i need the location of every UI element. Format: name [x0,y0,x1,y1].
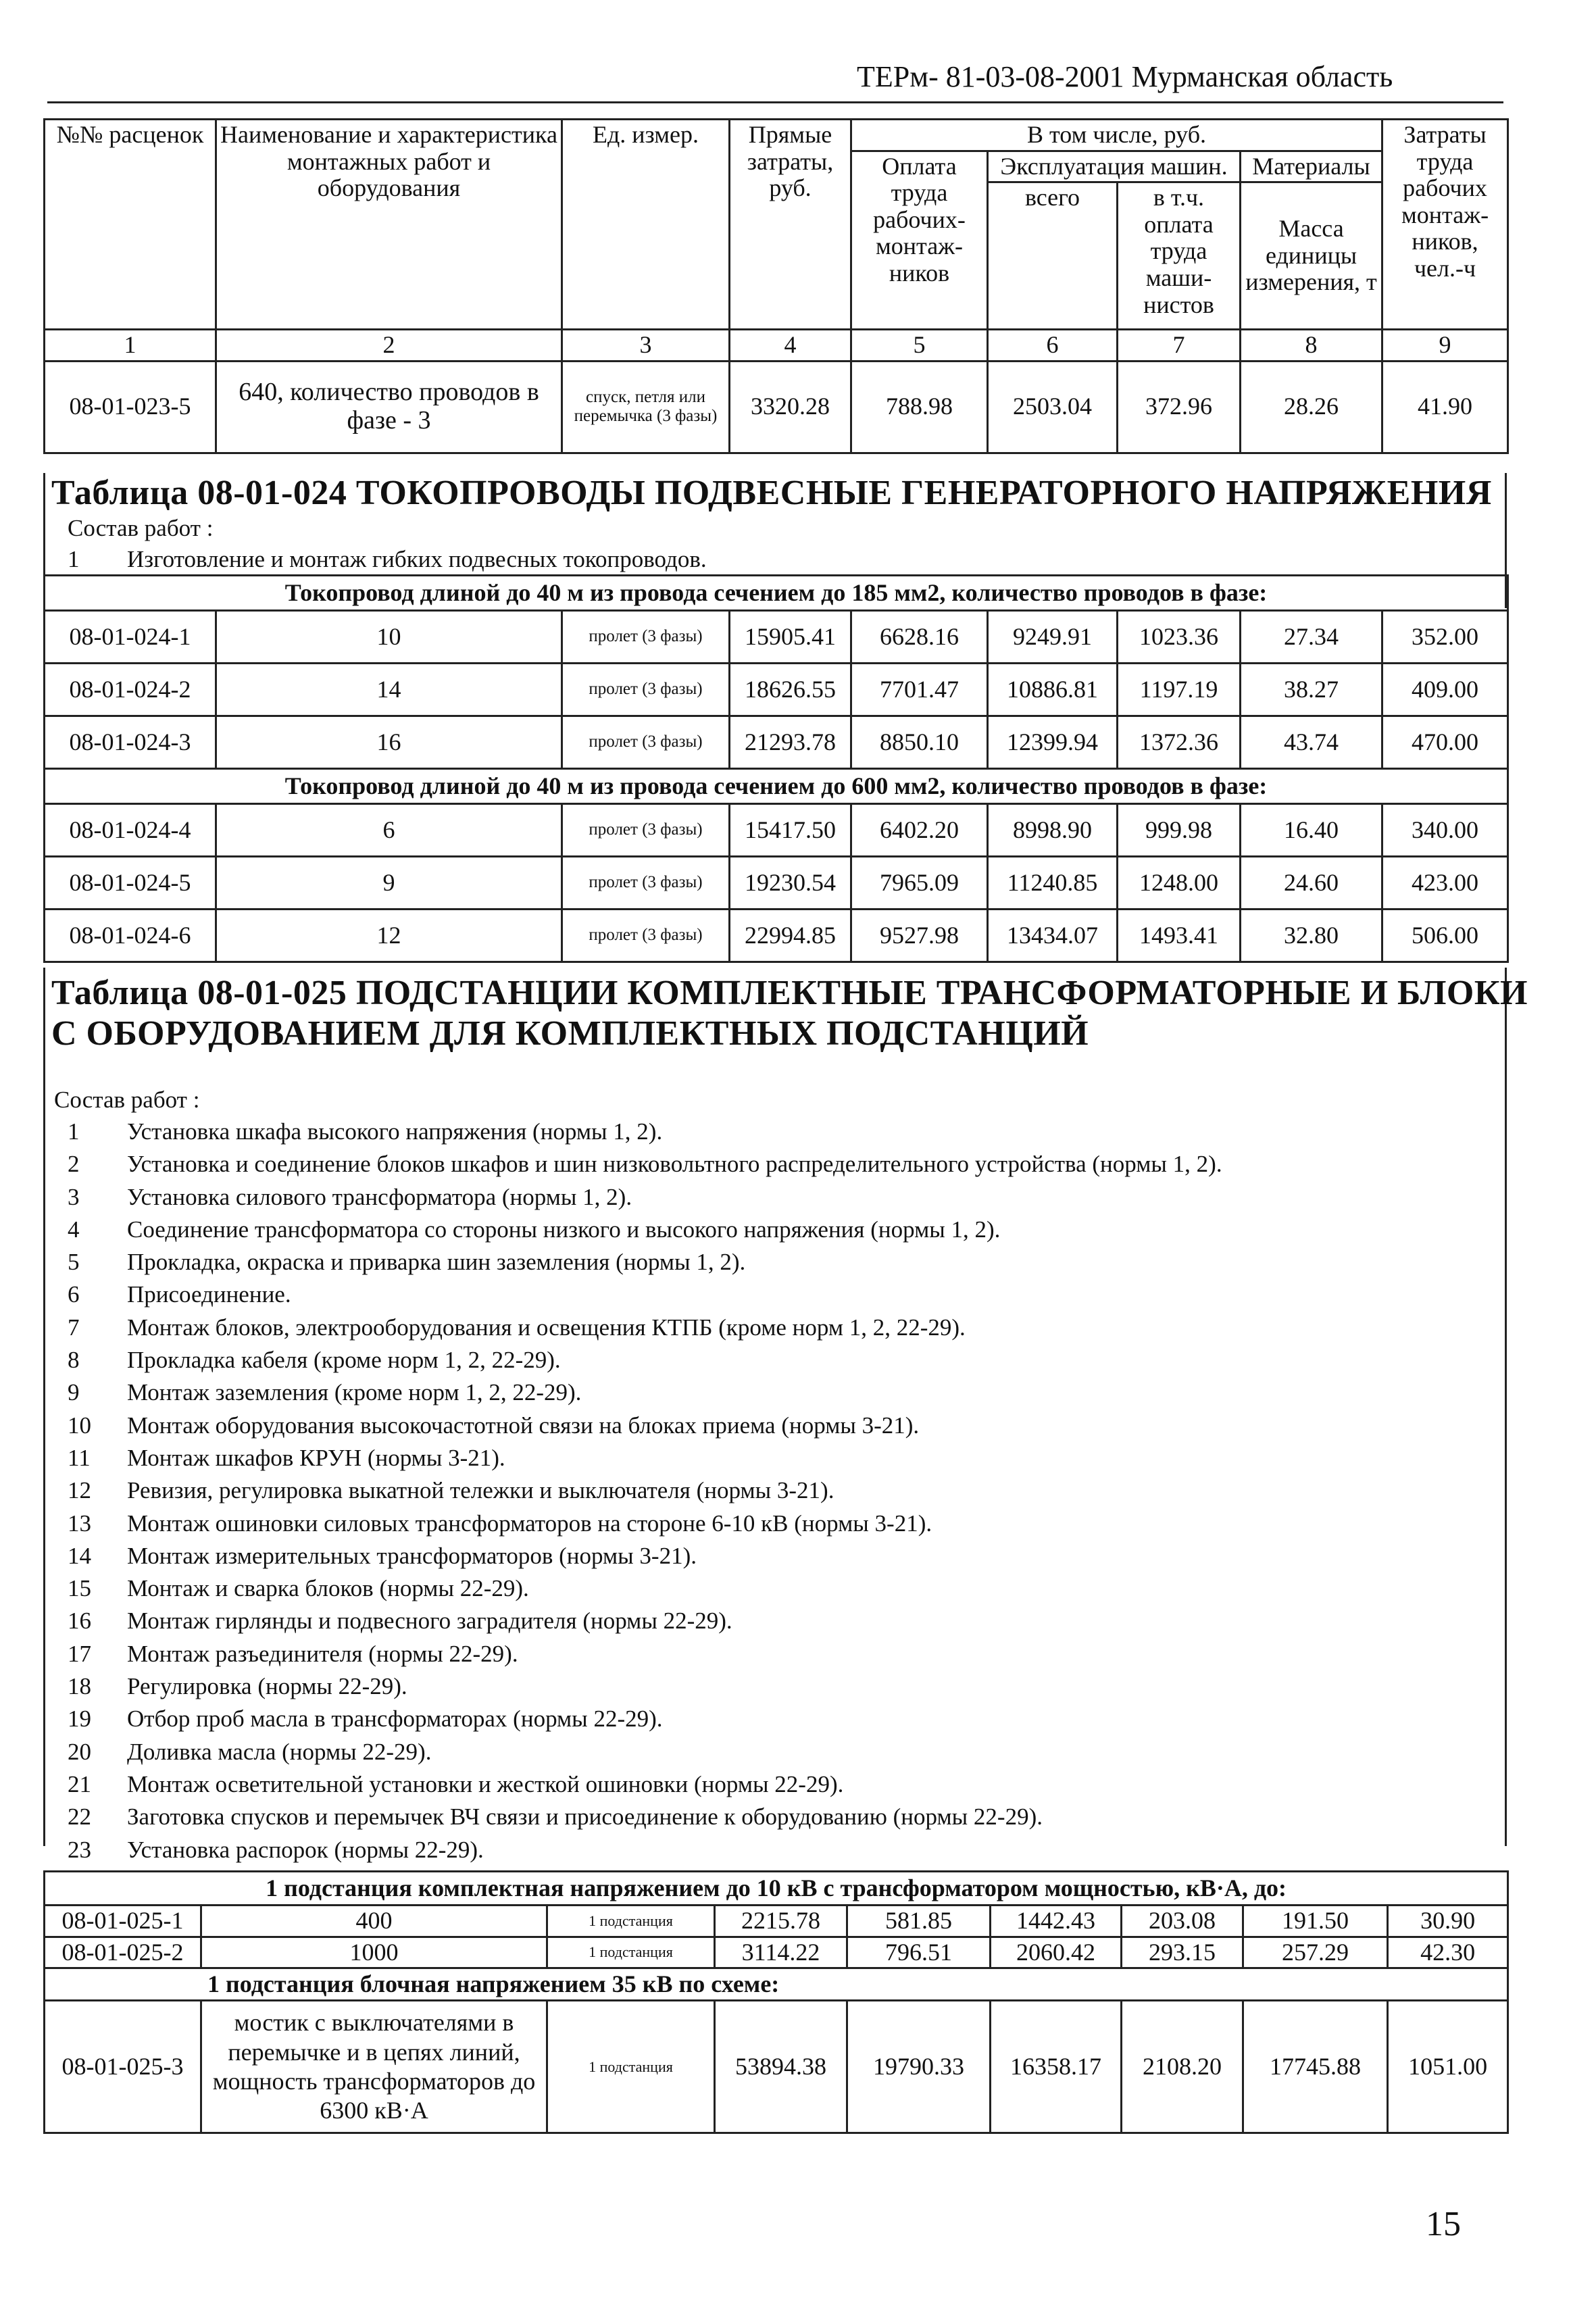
work-item [68,1803,1222,1836]
work-text: Соединение трансформатора со стороны низкого и высокого напряжения (нормы 1, 2). [127,1216,1001,1243]
table-024-work-item [68,546,707,573]
row-unit: спуск, петля или перемычка (3 фазы) [562,361,730,453]
row-labor: 409.00 [1382,664,1508,716]
work-number: 2 [68,1151,80,1178]
work-item [68,1608,1222,1640]
row-mach-pay: 1372.36 [1118,716,1241,769]
col-code-header: №№ расценок [45,120,216,330]
work-number: 1 [68,546,80,572]
work-text: Монтаж гирлянды и подвесного заградителя (нормы 22-29). [127,1608,732,1635]
work-item [68,1837,1222,1869]
work-number: 16 [68,1608,91,1635]
work-text: Прокладка кабеля (кроме норм 1, 2, 22-29). [127,1347,561,1374]
col-unit-header: Ед. измер. [562,120,730,330]
row-labor: 423.00 [1382,857,1508,910]
document-header: ТЕРм- 81-03-08-2001 Мурманская область [857,60,1393,93]
row-pay: 8850.10 [851,716,988,769]
table-row [45,716,1508,769]
work-number: 12 [68,1477,91,1504]
work-text: Установка силового трансформатора (нормы 1, 2). [127,1183,632,1210]
work-number: 7 [68,1314,80,1341]
row-name: 16 [216,716,562,769]
row-name: 6 [216,804,562,857]
table-row [45,361,1508,453]
work-number: 6 [68,1281,80,1308]
col-num: 8 [1241,330,1382,362]
work-item [68,1151,1222,1183]
work-text: Прокладка, окраска и приварка шин заземления (нормы 1, 2). [127,1249,746,1276]
work-item [68,1739,1222,1771]
row-mass: 24.60 [1241,857,1382,910]
work-text: Монтаж ошиновки силовых трансформаторов на стороне 6-10 кВ (нормы 3-21). [127,1510,932,1537]
work-number: 4 [68,1216,80,1243]
col-num: 2 [216,330,562,362]
work-number: 3 [68,1183,80,1210]
table-025-sostav: Состав работ : [54,1087,200,1113]
work-number: 14 [68,1542,91,1569]
table-025 [43,1870,1509,2134]
row-name: 12 [216,910,562,962]
row-code: 08-01-024-6 [45,910,216,962]
work-text: Монтаж шкафов КРУН (нормы 3-21). [127,1444,505,1471]
work-text: Доливка масла (нормы 22-29). [127,1738,432,1765]
row-code: 08-01-024-1 [45,611,216,664]
col-num: 1 [45,330,216,362]
frame-left [43,968,45,1846]
row-pay: 6628.16 [851,611,988,664]
row-unit: 1 подстанция [547,1906,715,1937]
work-number: 21 [68,1770,91,1797]
row-name: 400 [201,1906,547,1937]
row-direct: 22994.85 [730,910,851,962]
work-item [68,1445,1222,1477]
work-text: Установка распорок (нормы 22-29). [127,1836,484,1863]
row-pay: 581.85 [847,1906,991,1937]
work-item [68,1510,1222,1543]
row-direct: 15905.41 [730,611,851,664]
row-pay: 6402.20 [851,804,988,857]
row-mass: 28.26 [1241,361,1382,453]
table-025-subheading-2: 1 подстанция блочная напряжением 35 кВ по схеме: [45,1968,1508,2001]
work-item [68,1575,1222,1608]
table-024-subheading-1: Токопровод длиной до 40 м из провода сечением до 185 мм2, количество проводов в фазе: [45,576,1508,611]
header-rule [47,101,1503,103]
row-code: 08-01-025-3 [45,2001,201,2133]
row-mach-pay: 1023.36 [1118,611,1241,664]
row-unit: пролет (3 фазы) [562,611,730,664]
work-item [68,1771,1222,1803]
work-item [68,1118,1222,1151]
row-code: 08-01-025-2 [45,1937,201,1968]
row-unit: пролет (3 фазы) [562,664,730,716]
work-number: 5 [68,1249,80,1276]
row-mass: 257.29 [1243,1937,1388,1968]
work-number: 9 [68,1379,80,1406]
work-item [68,1249,1222,1281]
work-number: 20 [68,1738,91,1765]
table-row [45,857,1508,910]
row-mach-pay: 2108.20 [1122,2001,1243,2133]
row-unit: 1 подстанция [547,1937,715,1968]
row-mach-pay: 372.96 [1118,361,1241,453]
table-024 [43,574,1509,963]
work-number: 23 [68,1836,91,1863]
col-mach-header: всего [988,182,1118,330]
work-number: 15 [68,1575,91,1602]
work-item [68,1641,1222,1673]
row-mach: 8998.90 [988,804,1118,857]
work-text: Монтаж заземления (кроме норм 1, 2, 22-29). [127,1379,582,1406]
row-mach-pay: 293.15 [1122,1937,1243,1968]
table-row [45,2001,1508,2133]
col-num: 9 [1382,330,1508,362]
col-name-header: Наименование и характеристика монтажных работ и оборудования [216,120,562,330]
col-num: 6 [988,330,1118,362]
table-025-work-list [68,1118,1222,1869]
row-mach-pay: 1197.19 [1118,664,1241,716]
table-row [45,664,1508,716]
row-pay: 788.98 [851,361,988,453]
row-mach: 2060.42 [991,1937,1122,1968]
row-labor: 340.00 [1382,804,1508,857]
work-number: 10 [68,1412,91,1439]
work-text: Изготовление и монтаж гибких подвесных токопроводов. [127,546,707,572]
col-direct-header: Прямые затраты, руб. [730,120,851,330]
row-direct: 3320.28 [730,361,851,453]
work-item [68,1706,1222,1738]
work-text: Присоединение. [127,1281,291,1308]
row-pay: 7701.47 [851,664,988,716]
table-row [45,1906,1508,1937]
table-row [45,804,1508,857]
row-unit: пролет (3 фазы) [562,804,730,857]
work-item [68,1673,1222,1706]
row-name: 10 [216,611,562,664]
row-direct: 21293.78 [730,716,851,769]
col-labor-header: Затраты труда рабочих монтаж-ников, чел.-ч [1382,120,1508,330]
group-mach-header: Эксплуатация машин. [988,151,1241,182]
row-pay: 9527.98 [851,910,988,962]
work-text: Установка и соединение блоков шкафов и шин низковольтного распределительного устройства (нормы 1, 2). [127,1151,1222,1178]
table-024-sostav: Состав работ : [68,515,214,541]
work-text: Регулировка (нормы 22-29). [127,1673,407,1700]
work-item [68,1412,1222,1445]
row-mach-pay: 1248.00 [1118,857,1241,910]
work-number: 13 [68,1510,91,1537]
work-number: 18 [68,1673,91,1700]
row-labor: 352.00 [1382,611,1508,664]
col-mass-header: Масса единицы измерения, т [1241,182,1382,330]
work-text: Ревизия, регулировка выкатной тележки и выключателя (нормы 3-21). [127,1477,834,1504]
row-direct: 19230.54 [730,857,851,910]
page-number: 15 [1426,2205,1461,2243]
row-mach-pay: 999.98 [1118,804,1241,857]
work-item [68,1281,1222,1314]
work-text: Монтаж осветительной установки и жесткой ошиновки (нормы 22-29). [127,1770,844,1797]
table-025-subheading-1: 1 подстанция комплектная напряжением до 10 кВ с трансформатором мощностью, кВ·А, до: [45,1872,1508,1906]
row-name: 14 [216,664,562,716]
col-pay-header: Оплата труда рабочих-монтаж-ников [851,151,988,330]
group-mat-header: Материалы [1241,151,1382,182]
work-text: Монтаж измерительных трансформаторов (нормы 3-21). [127,1542,697,1569]
work-number: 8 [68,1347,80,1374]
row-mass: 16.40 [1241,804,1382,857]
work-item [68,1477,1222,1510]
row-labor: 30.90 [1388,1906,1508,1937]
norms-table-header [43,118,1509,454]
row-pay: 19790.33 [847,2001,991,2133]
work-item [68,1543,1222,1575]
work-text: Установка шкафа высокого напряжения (нормы 1, 2). [127,1118,663,1145]
work-number: 22 [68,1803,91,1831]
row-code: 08-01-024-5 [45,857,216,910]
table-row [45,1937,1508,1968]
table-row [45,611,1508,664]
row-direct: 18626.55 [730,664,851,716]
table-025-caption-line2: С ОБОРУДОВАНИЕМ ДЛЯ КОМПЛЕКТНЫХ ПОДСТАНЦИЙ [51,1014,1089,1053]
table-row [45,910,1508,962]
row-mass: 17745.88 [1243,2001,1388,2133]
row-labor: 41.90 [1382,361,1508,453]
row-name: 9 [216,857,562,910]
row-mass: 27.34 [1241,611,1382,664]
row-unit: пролет (3 фазы) [562,857,730,910]
row-code: 08-01-023-5 [45,361,216,453]
row-unit: пролет (3 фазы) [562,910,730,962]
table-024-subheading-2: Токопровод длиной до 40 м из провода сечением до 600 мм2, количество проводов в фазе: [45,769,1508,804]
work-number: 17 [68,1640,91,1667]
row-name: 640, количество проводов в фазе - 3 [216,361,562,453]
work-text: Монтаж и сварка блоков (нормы 22-29). [127,1575,529,1602]
row-mass: 32.80 [1241,910,1382,962]
table-024-caption: Таблица 08-01-024 ТОКОПРОВОДЫ ПОДВЕСНЫЕ ГЕНЕРАТОРНОГО НАПРЯЖЕНИЯ [51,474,1492,512]
work-text: Заготовка спусков и перемычек ВЧ связи и присоединение к оборудованию (нормы 22-29). [127,1803,1043,1831]
row-name: 1000 [201,1937,547,1968]
row-labor: 42.30 [1388,1937,1508,1968]
work-item [68,1184,1222,1216]
row-direct: 15417.50 [730,804,851,857]
column-numbers-row [45,330,1508,362]
row-mach: 12399.94 [988,716,1118,769]
work-text: Монтаж блоков, электрооборудования и освещения КТПБ (кроме норм 1, 2, 22-29). [127,1314,966,1341]
col-num: 4 [730,330,851,362]
work-number: 11 [68,1444,91,1471]
row-unit: пролет (3 фазы) [562,716,730,769]
group-header: В том числе, руб. [851,120,1382,151]
row-mach: 9249.91 [988,611,1118,664]
work-item [68,1216,1222,1249]
row-pay: 7965.09 [851,857,988,910]
row-direct: 3114.22 [715,1937,847,1968]
row-mass: 191.50 [1243,1906,1388,1937]
work-item [68,1347,1222,1379]
row-mass: 38.27 [1241,664,1382,716]
frame-right [1505,968,1507,1846]
work-number: 19 [68,1706,91,1733]
row-mach: 11240.85 [988,857,1118,910]
row-code: 08-01-024-2 [45,664,216,716]
col-num: 7 [1118,330,1241,362]
row-code: 08-01-025-1 [45,1906,201,1937]
work-number: 1 [68,1118,80,1145]
row-mach-pay: 1493.41 [1118,910,1241,962]
work-text: Монтаж оборудования высокочастотной связи на блоках приема (нормы 3-21). [127,1412,920,1439]
row-labor: 1051.00 [1388,2001,1508,2133]
table-025-caption-line1: Таблица 08-01-025 ПОДСТАНЦИИ КОМПЛЕКТНЫЕ ТРАНСФОРМАТОРНЫЕ И БЛОКИ [51,974,1528,1012]
row-name: мостик с выключателями в перемычке и в цепях линий, мощность трансформаторов до 6300 кВ·А [201,2001,547,2133]
row-mach: 16358.17 [991,2001,1122,2133]
col-num: 3 [562,330,730,362]
row-mach: 10886.81 [988,664,1118,716]
row-labor: 506.00 [1382,910,1508,962]
row-code: 08-01-024-3 [45,716,216,769]
row-code: 08-01-024-4 [45,804,216,857]
col-mach-pay-header: в т.ч. оплата труда маши-нистов [1118,182,1241,330]
row-mach: 2503.04 [988,361,1118,453]
row-pay: 796.51 [847,1937,991,1968]
row-mach: 13434.07 [988,910,1118,962]
col-num: 5 [851,330,988,362]
work-text: Монтаж разъединителя (нормы 22-29). [127,1640,518,1667]
row-mach-pay: 203.08 [1122,1906,1243,1937]
work-item [68,1379,1222,1412]
work-item [68,1314,1222,1347]
row-direct: 2215.78 [715,1906,847,1937]
work-text: Отбор проб масла в трансформаторах (нормы 22-29). [127,1706,663,1733]
row-unit: 1 подстанция [547,2001,715,2133]
row-mach: 1442.43 [991,1906,1122,1937]
row-direct: 53894.38 [715,2001,847,2133]
row-mass: 43.74 [1241,716,1382,769]
row-labor: 470.00 [1382,716,1508,769]
